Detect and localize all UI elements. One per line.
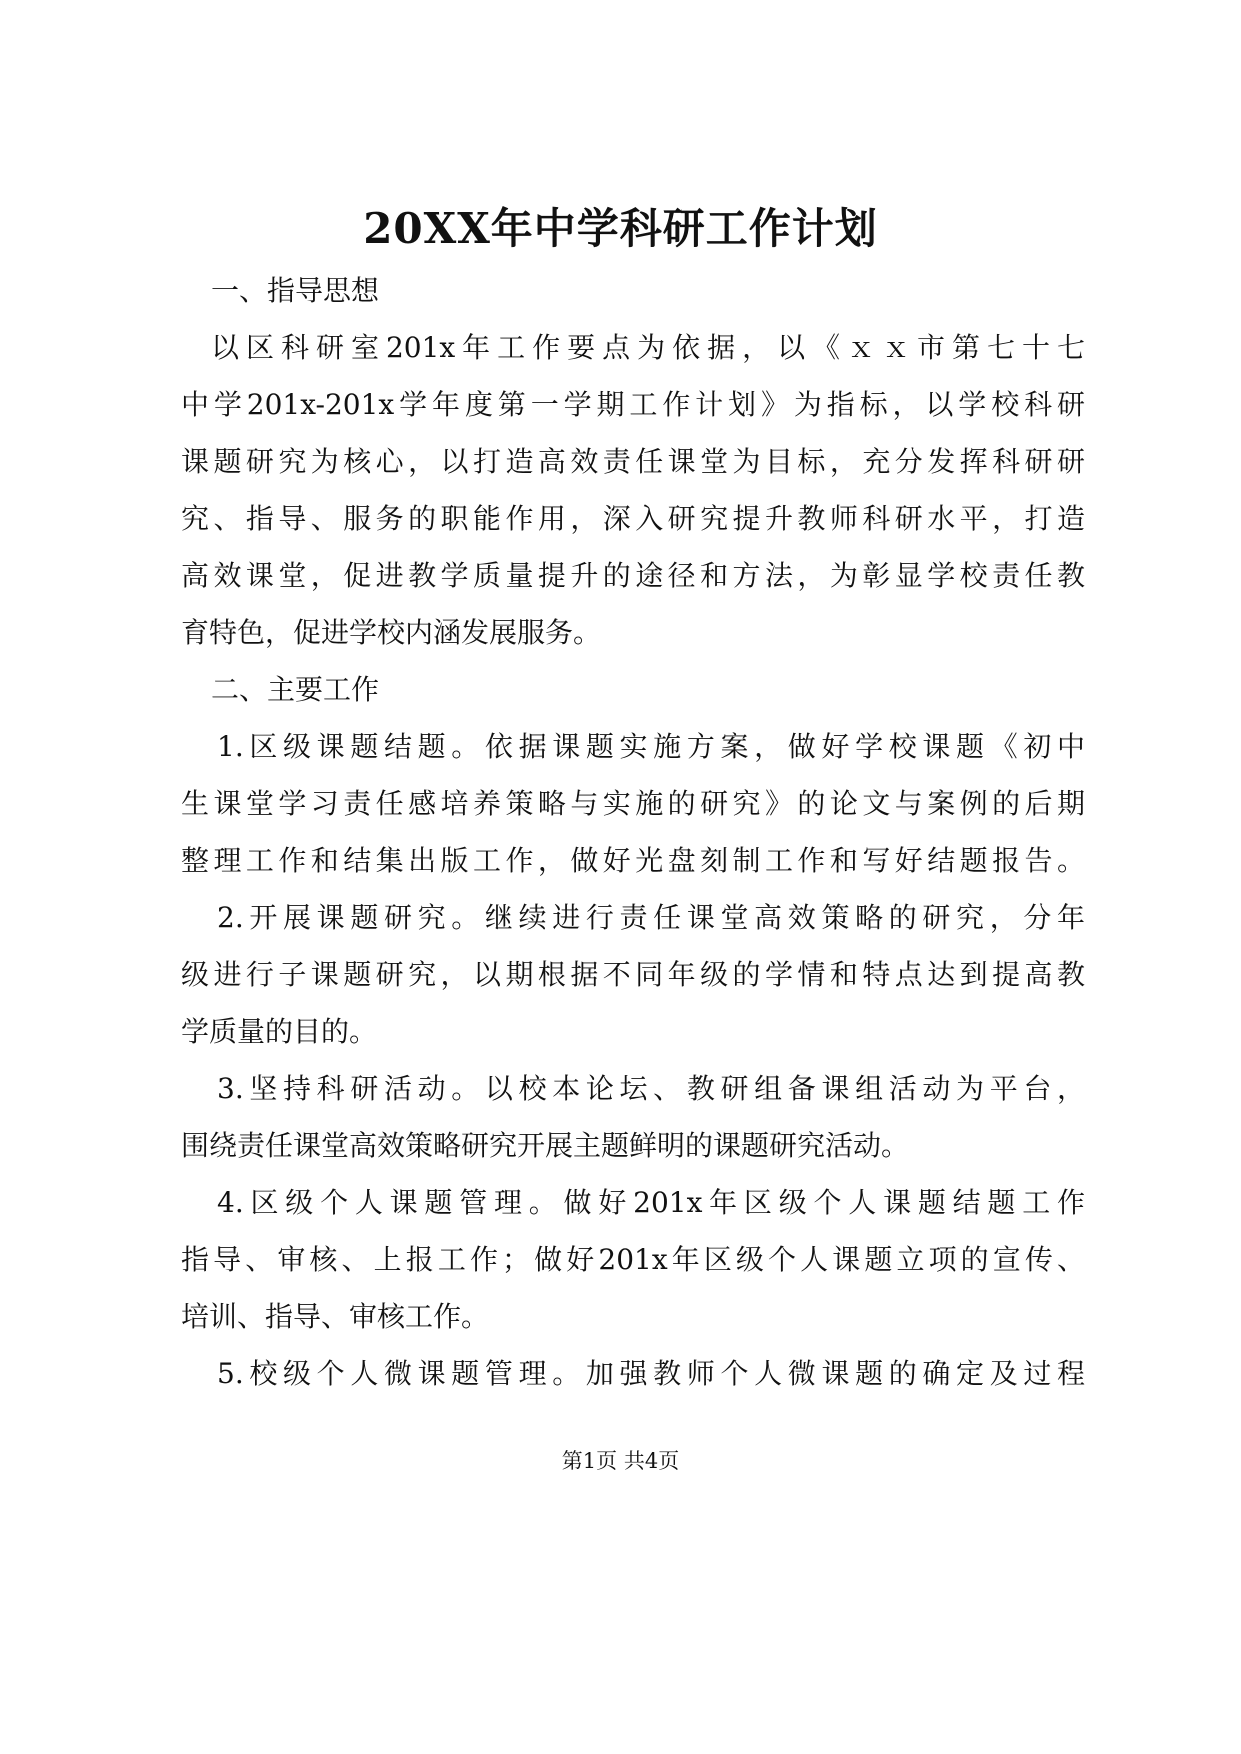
document-body (181, 262, 1085, 1402)
item-line: 生课堂学习责任感培养策略与实施的研究》的论文与案例的后期 (181, 787, 1085, 820)
item-line: 培训、指导、审核工作。 (181, 1300, 490, 1333)
paragraph-line: 以区科研室201x年工作要点为依据，以《ｘｘ市第七十七 (211, 331, 1085, 364)
paragraph-line: 究、指导、服务的职能作用，深入研究提升教师科研水平，打造 (181, 502, 1085, 535)
paragraph-line: 育特色，促进学校内涵发展服务。 (181, 616, 602, 649)
page-number: 第1页 共4页 (561, 1449, 680, 1473)
item-line: 4.区级个人课题管理。做好201x年区级个人课题结题工作 (217, 1186, 1085, 1219)
document-title: 20XX年中学科研工作计划 (363, 204, 878, 253)
item-line: 2.开展课题研究。继续进行责任课堂高效策略的研究，分年 (217, 901, 1085, 934)
paragraph-line: 中学201x-201x学年度第一学期工作计划》为指标，以学校科研 (181, 388, 1085, 421)
item-line: 指导、审核、上报工作；做好201x年区级个人课题立项的宣传、 (181, 1243, 1085, 1276)
item-line: 5.校级个人微课题管理。加强教师个人微课题的确定及过程 (217, 1357, 1085, 1390)
item-line: 学质量的目的。 (181, 1015, 378, 1048)
paragraph-line: 高效课堂，促进教学质量提升的途径和方法，为彰显学校责任教 (181, 559, 1085, 592)
item-line: 级进行子课题研究，以期根据不同年级的学情和特点达到提高教 (181, 958, 1085, 991)
item-line: 整理工作和结集出版工作，做好光盘刻制工作和写好结题报告。 (181, 844, 1085, 877)
paragraph-line: 课题研究为核心，以打造高效责任课堂为目标，充分发挥科研研 (181, 445, 1085, 478)
item-line: 3.坚持科研活动。以校本论坛、教研组备课组活动为平台， (217, 1072, 1085, 1105)
section-heading: 二、主要工作 (211, 673, 380, 706)
item-line: 围绕责任课堂高效策略研究开展主题鲜明的课题研究活动。 (181, 1129, 910, 1162)
section-heading: 一、指导思想 (211, 274, 380, 307)
item-line: 1.区级课题结题。依据课题实施方案，做好学校课题《初中 (217, 730, 1085, 763)
